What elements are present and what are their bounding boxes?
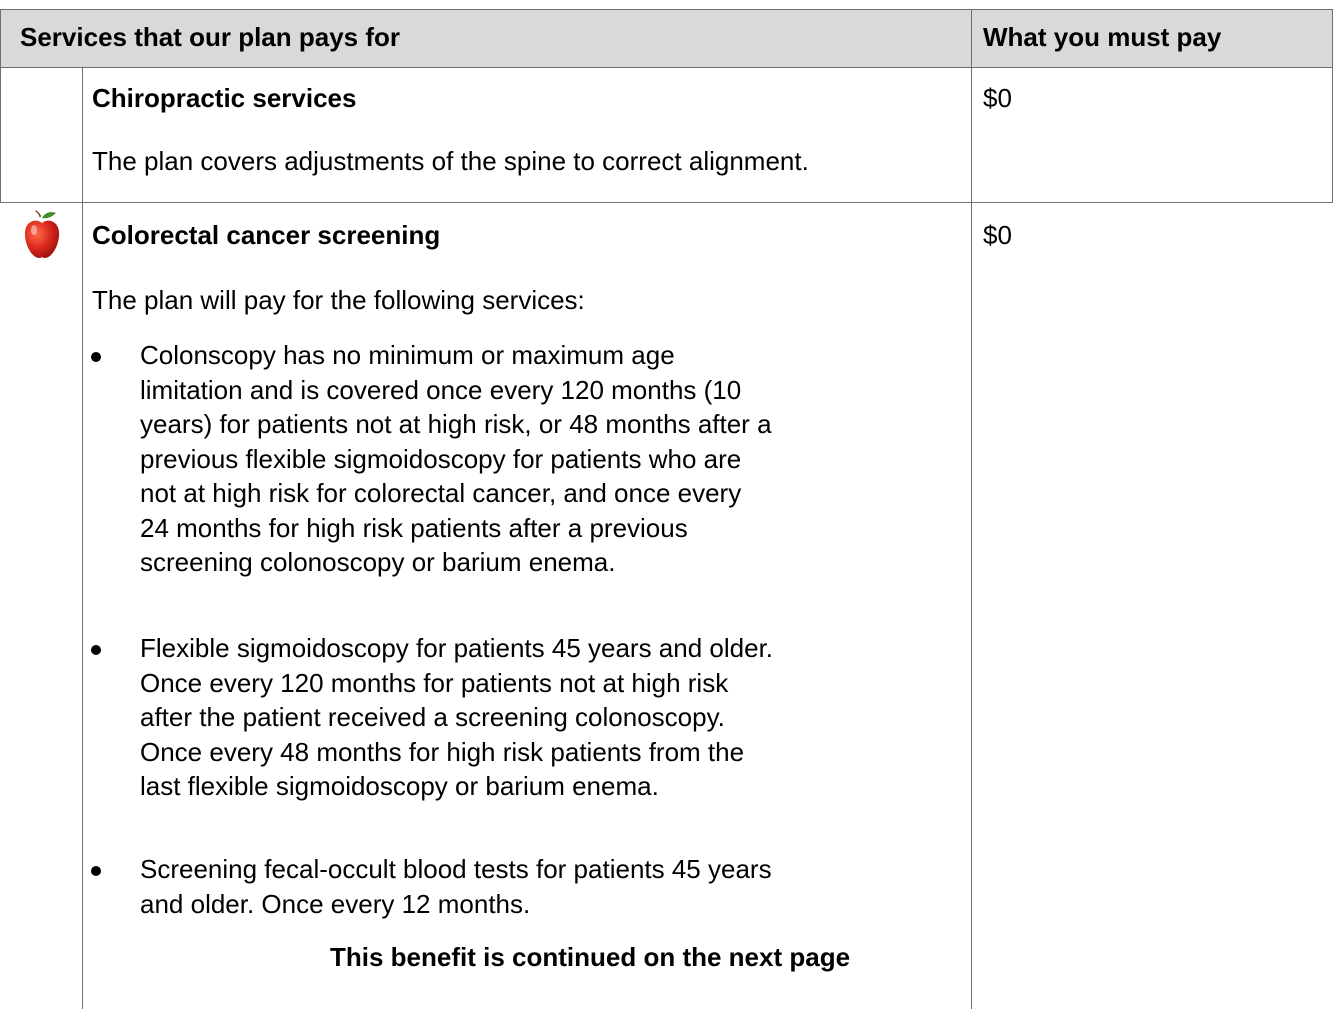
row-title-chiropractic: Chiropractic services xyxy=(92,83,357,113)
row-cost-colorectal: $0 xyxy=(983,220,1012,250)
bullet-fecal-occult: Screening fecal-occult blood tests for patients 45 years and older. Once every 12 months. xyxy=(140,854,772,919)
bullet-sigmoidoscopy: Flexible sigmoidoscopy for patients 45 years and older. Once every 120 months for patients not at high risk after the patient received a screening colonoscopy. Once every 48 months for high risk patients from the last flexible sigmoidoscopy or barium enema. xyxy=(140,633,774,801)
table-border-left xyxy=(0,9,1,203)
bullet-marker xyxy=(91,866,101,876)
row-cost-chiropractic: $0 xyxy=(983,83,1012,113)
bullet-marker xyxy=(91,352,101,362)
header-services: Services that our plan pays for xyxy=(20,22,401,52)
bullet-colonoscopy: Colonscopy has no minimum or maximum age limitation and is covered once every 120 months (10 years) for patients not at high risk, or 48 months after a previous flexible sigmoidoscopy for patients who are not at high risk for colorectal cancer, and once every 24 months for high risk patients after a previous screening colonoscopy or barium enema. xyxy=(140,340,772,577)
row-description-colorectal: The plan will pay for the following services: xyxy=(92,285,585,315)
apple-icon xyxy=(23,210,61,260)
column-divider-cost xyxy=(971,9,972,1009)
row-title-colorectal: Colorectal cancer screening xyxy=(92,220,441,250)
header-what-you-pay: What you must pay xyxy=(983,22,1222,52)
row-description-chiropractic: The plan covers adjustments of the spine to correct alignment. xyxy=(92,146,809,176)
continued-note: This benefit is continued on the next page xyxy=(330,942,851,972)
table-border-right xyxy=(1332,9,1333,203)
row-separator xyxy=(0,202,1333,203)
bullet-marker xyxy=(91,645,101,655)
column-divider-icon xyxy=(82,68,83,1009)
